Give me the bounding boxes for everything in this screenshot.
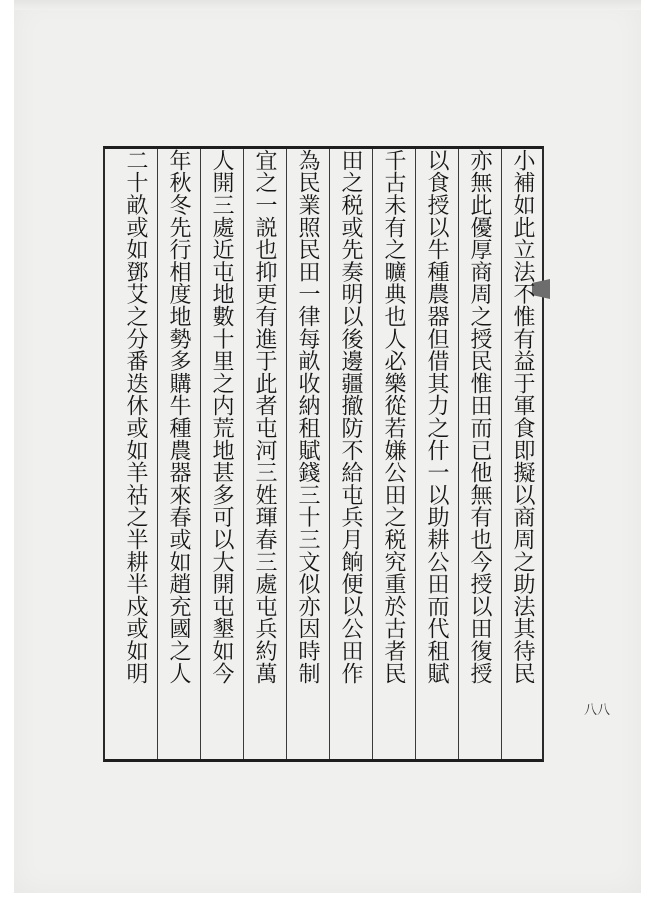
text-column-10: 二十畝或如鄧艾之分番迭休或如羊祜之半耕半戍或如明 [123, 149, 148, 685]
column-divider [157, 149, 158, 759]
text-column-9: 年秋冬先行相度地勢多購牛種農器來春或如趙充國之人 [166, 149, 191, 685]
column-divider [372, 149, 373, 759]
column-divider [458, 149, 459, 759]
text-column-4: 千古未有之曠典也人必樂從若嫌公田之税究重於古者民 [381, 149, 406, 685]
text-column-5: 田之税或先奏明以後邊疆撤防不給屯兵月餉便以公田作 [338, 149, 363, 685]
text-column-6: 為民業照民田一律每畝收納租賦錢三十三文似亦因時制 [295, 149, 320, 685]
text-column-7: 宜之一説也抑更有進于此者屯河三姓琿春三處屯兵約萬 [252, 149, 277, 685]
text-column-2: 亦無此優厚商周之授民惟田而已他無有也今授以田復授 [467, 149, 492, 685]
column-divider [501, 149, 502, 759]
text-column-1: 小補如此立法不惟有益于軍食即擬以商周之助法其待民 [510, 149, 535, 685]
text-column-3: 以食授以牛種農器但借其力之什一以助耕公田而代租賦 [424, 149, 449, 685]
text-column-8: 人開三處近屯地數十里之内荒地甚多可以大開屯墾如今 [209, 149, 234, 685]
page-number: 八八 [583, 703, 610, 718]
column-divider [329, 149, 330, 759]
scan-edge-shadow [14, 0, 641, 10]
column-divider [243, 149, 244, 759]
column-divider [286, 149, 287, 759]
column-divider [200, 149, 201, 759]
column-divider [415, 149, 416, 759]
